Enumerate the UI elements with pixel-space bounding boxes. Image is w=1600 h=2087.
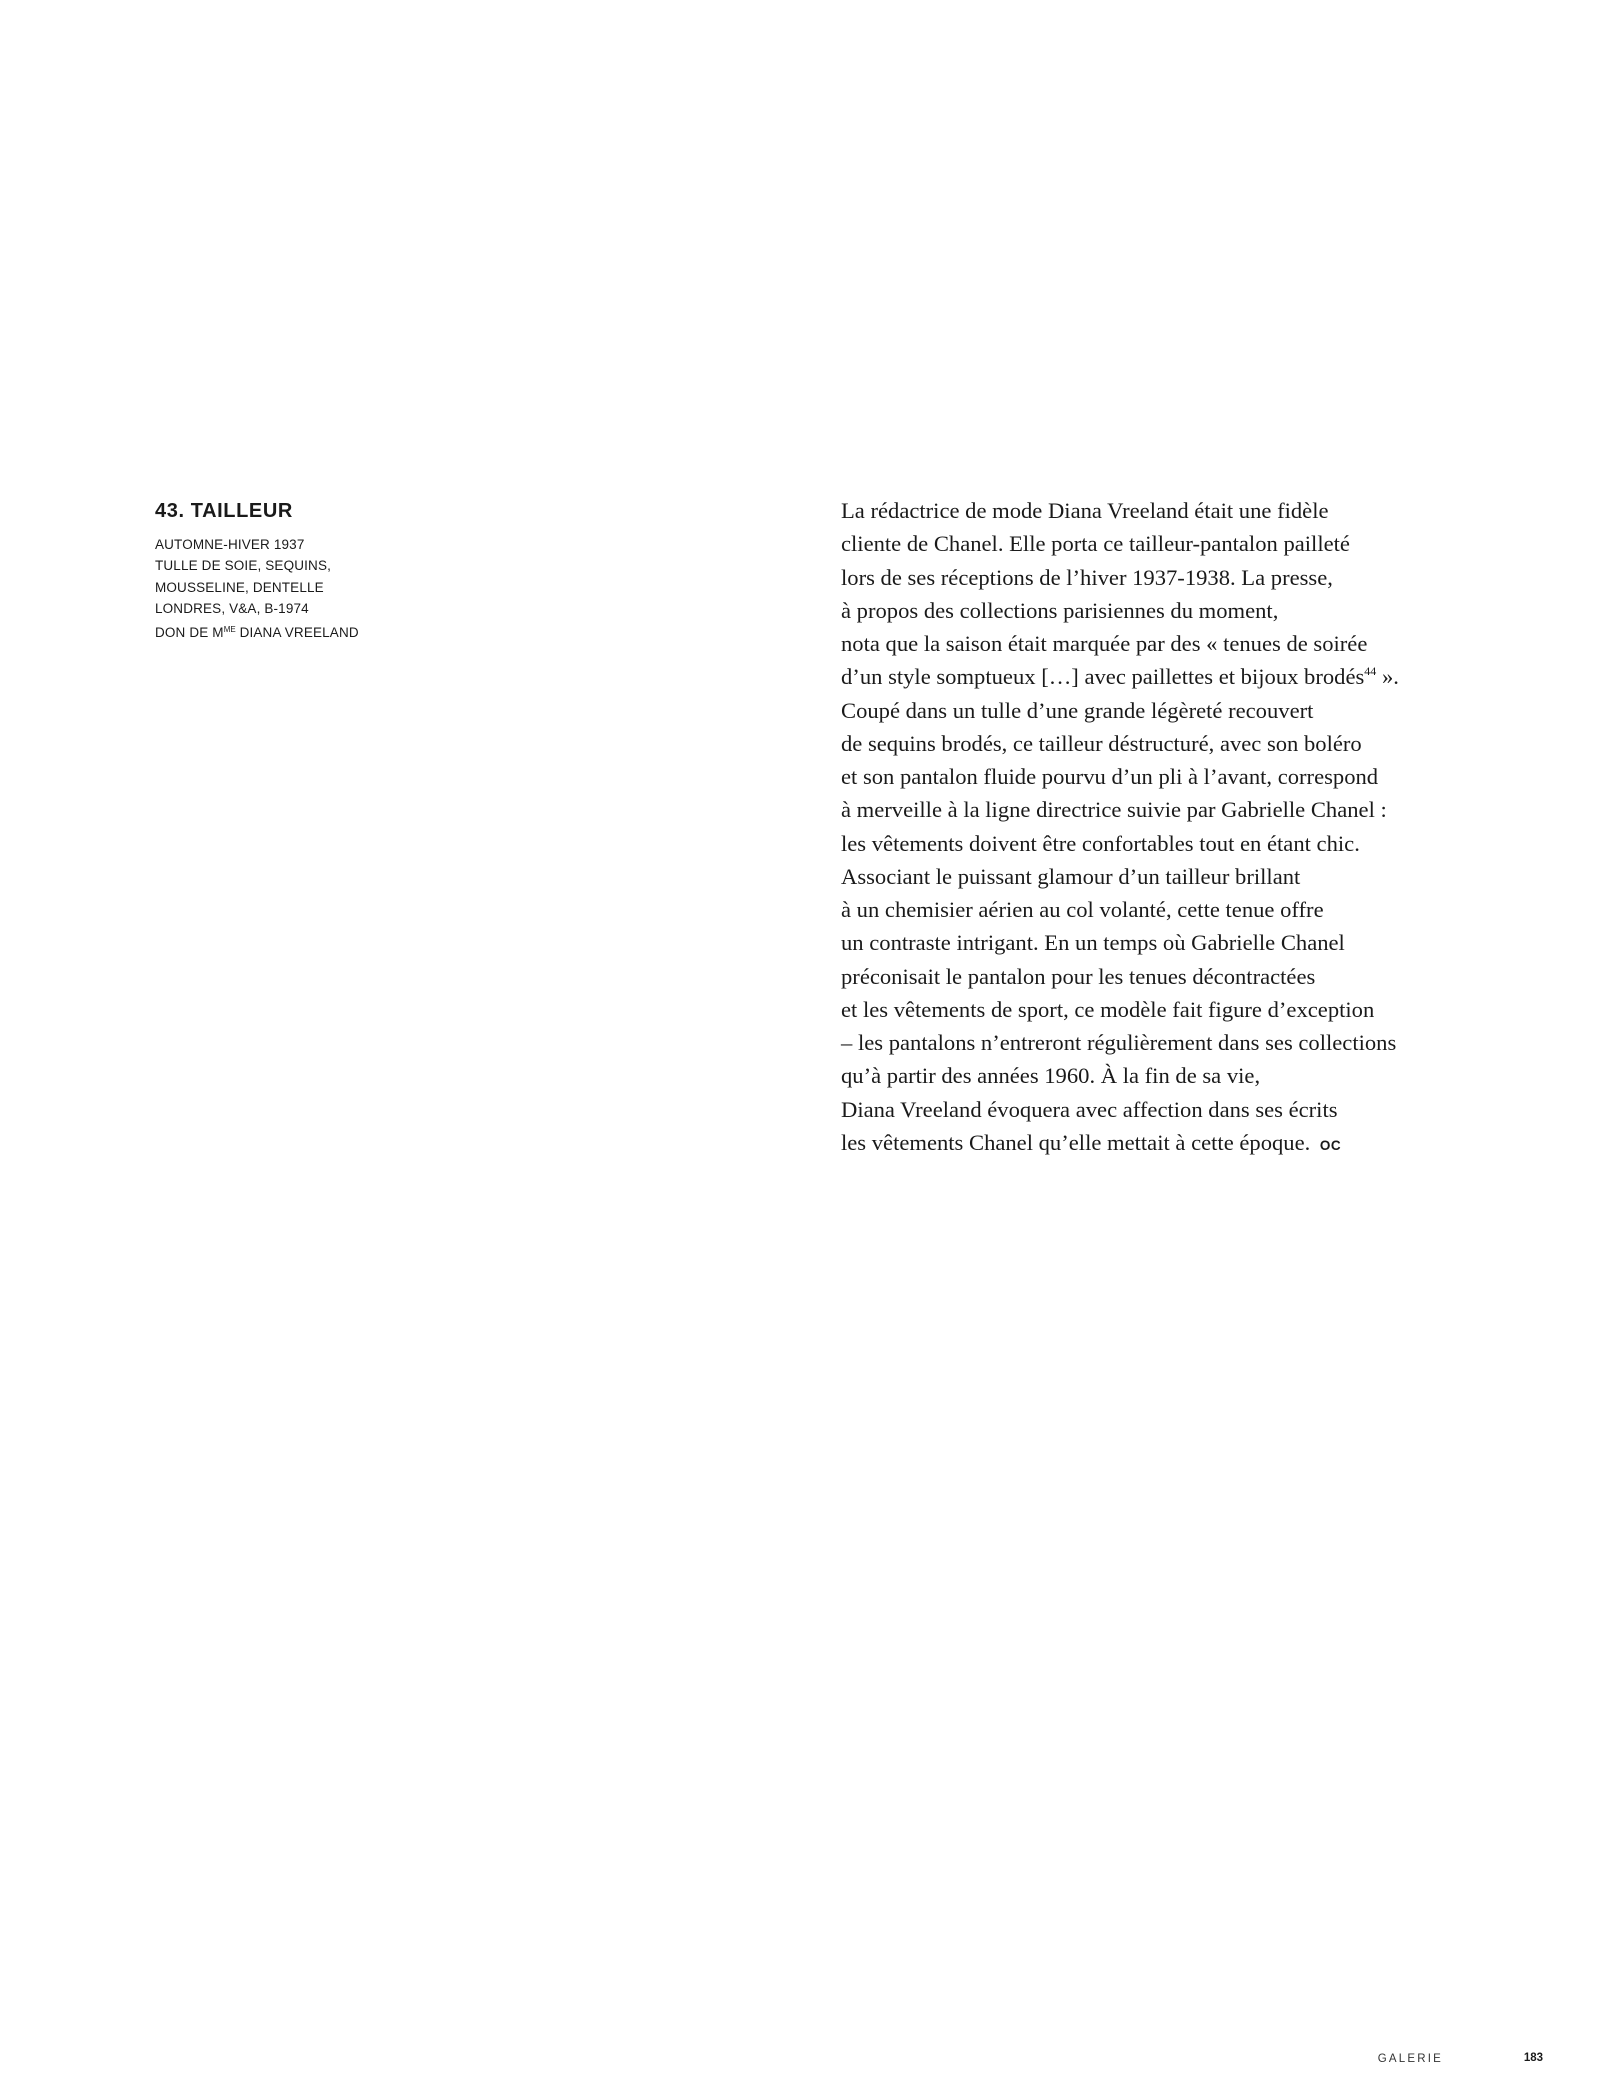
- body-line-text: d’un style somptueux […] avec paillettes et bijoux brodés: [841, 664, 1365, 690]
- body-line: à propos des collections parisiennes du moment,: [841, 597, 1279, 623]
- author-initials: OC: [1319, 1137, 1342, 1153]
- caption-collection: LONDRES, V&A, B-1974: [155, 600, 309, 616]
- body-line: – les pantalons n’entreront régulièrement dans ses collections: [841, 1030, 1397, 1055]
- body-line: cliente de Chanel. Elle porta ce tailleur-pantalon pailleté: [841, 531, 1350, 557]
- caption-materials-2: MOUSSELINE, DENTELLE: [155, 579, 324, 595]
- body-line: qu’à partir des années 1960. À la fin de sa vie,: [841, 1063, 1261, 1089]
- body-line: les vêtements doivent être confortables tout en étant chic.: [841, 830, 1360, 856]
- body-line-with-note: [841, 660, 1461, 693]
- body-line-end: ».: [1376, 664, 1399, 690]
- body-line-last: [841, 1126, 1461, 1162]
- body-text: [841, 494, 1461, 1162]
- body-line: nota que la saison était marquée par des « tenues de soirée: [841, 631, 1368, 656]
- body-line: Diana Vreeland évoquera avec affection dans ses écrits: [841, 1096, 1338, 1122]
- page-number: 183: [1523, 2052, 1543, 2064]
- body-last-text: les vêtements Chanel qu’elle mettait à cette époque.: [841, 1129, 1311, 1155]
- body-line: Associant le puissant glamour d’un tailleur brillant: [841, 863, 1301, 889]
- body-line: à un chemisier aérien au col volanté, cette tenue offre: [841, 897, 1324, 922]
- caption-materials-1: TULLE DE SOIE, SEQUINS,: [155, 558, 331, 574]
- caption-title: 43. TAILLEUR: [155, 500, 293, 522]
- body-line: et son pantalon fluide pourvu d’un pli à l’avant, correspond: [841, 764, 1379, 789]
- donor-superscript: ME: [223, 625, 236, 635]
- caption-donor: [155, 619, 555, 643]
- body-line: et les vêtements de sport, ce modèle fait figure d’exception: [841, 996, 1375, 1022]
- donor-suffix: DIANA VREELAND: [235, 625, 359, 641]
- footnote-reference: 44: [1364, 664, 1377, 679]
- body-line: Coupé dans un tulle d’une grande légèreté recouvert: [841, 697, 1314, 723]
- donor-prefix: DON DE M: [155, 625, 224, 641]
- body-line: à merveille à la ligne directrice suivie par Gabrielle Chanel :: [841, 797, 1387, 823]
- body-line: de sequins brodés, ce tailleur déstructuré, avec son boléro: [841, 730, 1362, 756]
- object-caption: [155, 498, 555, 643]
- body-line: un contraste intrigant. En un temps où Gabrielle Chanel: [841, 930, 1345, 956]
- footer-section-title: GALERIE: [1377, 2053, 1443, 2065]
- caption-date: AUTOMNE-HIVER 1937: [155, 537, 305, 552]
- body-line: La rédactrice de mode Diana Vreeland était une fidèle: [841, 498, 1329, 523]
- body-line: préconisait le pantalon pour les tenues décontractées: [841, 963, 1316, 989]
- body-line: lors de ses réceptions de l’hiver 1937-1938. La presse,: [841, 564, 1333, 590]
